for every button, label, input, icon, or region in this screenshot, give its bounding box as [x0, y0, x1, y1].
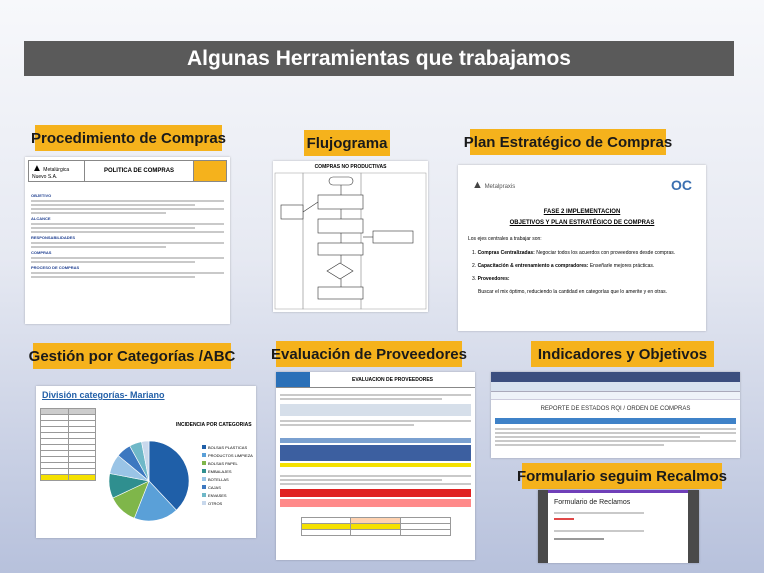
label-procedimiento: Procedimiento de Compras	[35, 125, 222, 151]
legend-item-5	[202, 476, 253, 484]
legend-swatch	[202, 485, 206, 489]
thumb-plan	[458, 165, 706, 331]
legend-label: OTROS	[208, 501, 223, 506]
label-gestion: Gestión por Categorías /ABC	[33, 343, 231, 369]
label-flujograma: Flujograma	[304, 130, 390, 156]
legend-item-2	[202, 452, 253, 460]
thumb-flujograma	[273, 161, 428, 312]
plan-phase: FASE 2 IMPLEMENTACION	[543, 209, 621, 215]
pie-chart	[104, 436, 194, 526]
plan-intro: Los ejes centrales a trabajar son:	[468, 236, 542, 242]
ind-title: REPORTE DE ESTADOS RQI / ORDEN DE COMPRAS	[540, 406, 691, 412]
gestion-table	[40, 408, 96, 481]
thumb-indicadores	[491, 372, 740, 458]
doc-title: POLITICA DE COMPRAS	[84, 161, 194, 181]
thumb-gestion	[36, 386, 256, 538]
gestion-heading: División categorías- Mariano	[42, 390, 165, 400]
legend-label: EMBALAJES	[208, 469, 232, 474]
plan-item-2: 2. Capacitación & entrenamiento a compradores: Enseñarle mejores prácticas.	[472, 263, 655, 269]
legend-label: PRODUCTOS LIMPIEZA	[208, 453, 253, 458]
page-title: Algunas Herramientas que trabajamos	[24, 41, 734, 76]
doc-heading-1: OBJETIVO	[31, 193, 52, 198]
eval-title: EVALUACION DE PROVEEDORES	[351, 376, 434, 383]
legend-label: BOLSAS PLASTICAS	[208, 445, 248, 450]
doc-heading-5: PROCESO DE COMPRAS	[31, 265, 80, 270]
doc-heading-3: RESPONSABILIDADES	[31, 235, 76, 240]
legend-label: CAJAS	[208, 485, 221, 490]
legend-item-3	[202, 460, 253, 468]
legend-label: ENVASES	[208, 493, 227, 498]
thumb-evaluacion	[276, 372, 475, 560]
form-title: Formulario de Reclamos	[554, 499, 631, 506]
legend-item-4	[202, 468, 253, 476]
legend-item-1	[202, 444, 253, 452]
legend-item-7	[202, 492, 253, 500]
legend-swatch	[202, 501, 206, 505]
legend-swatch	[202, 453, 206, 457]
plan-logo-left: ▲ Metalpraxis	[472, 179, 516, 191]
plan-item-1: 1. Compras Centralizadas: Negociar todos los acuerdos con proveedores desde compras.	[472, 250, 676, 256]
flow-title: COMPRAS NO PRODUCTIVAS	[314, 164, 387, 170]
label-plan: Plan Estratégico de Compras	[470, 129, 666, 155]
legend-item-6	[202, 484, 253, 492]
flowchart-diagram	[273, 171, 428, 311]
plan-logo-right: OC	[671, 177, 692, 193]
doc-heading-4: COMPRAS	[31, 250, 52, 255]
legend-swatch	[202, 493, 206, 497]
eval-summary-table	[301, 517, 451, 536]
doc-heading-2: ALCANCE	[31, 216, 51, 221]
legend-label: BOTELLAS	[208, 477, 229, 482]
doc-brand: Metalúrgica Nuevo S.A.	[32, 166, 70, 180]
thumb-formulario	[538, 490, 699, 563]
label-formulario: Formulario seguim Recalmos	[522, 463, 722, 489]
legend-swatch	[202, 445, 206, 449]
pie-title: INCIDENCIA POR CATEGORIAS	[176, 422, 252, 428]
plan-item-3: 3. Proveedores:	[472, 276, 510, 282]
legend-item-8	[202, 500, 253, 508]
pie-legend	[202, 444, 253, 508]
legend-swatch	[202, 469, 206, 473]
plan-subtitle: OBJETIVOS Y PLAN ESTRATÉGICO DE COMPRAS	[509, 220, 655, 226]
label-indicadores: Indicadores y Objetivos	[531, 341, 714, 367]
thumb-procedimiento	[25, 157, 230, 324]
plan-bottom: Buscar el mix óptimo, reduciendo la cantidad en categorías que lo amerite y en otras.	[478, 289, 667, 295]
legend-swatch	[202, 477, 206, 481]
legend-label: BOLSAS PAPEL	[208, 461, 238, 466]
doc-logo: ▲ Metalúrgica Nuevo S.A.	[32, 162, 70, 180]
legend-swatch	[202, 461, 206, 465]
label-evaluacion: Evaluación de Proveedores	[276, 341, 462, 367]
